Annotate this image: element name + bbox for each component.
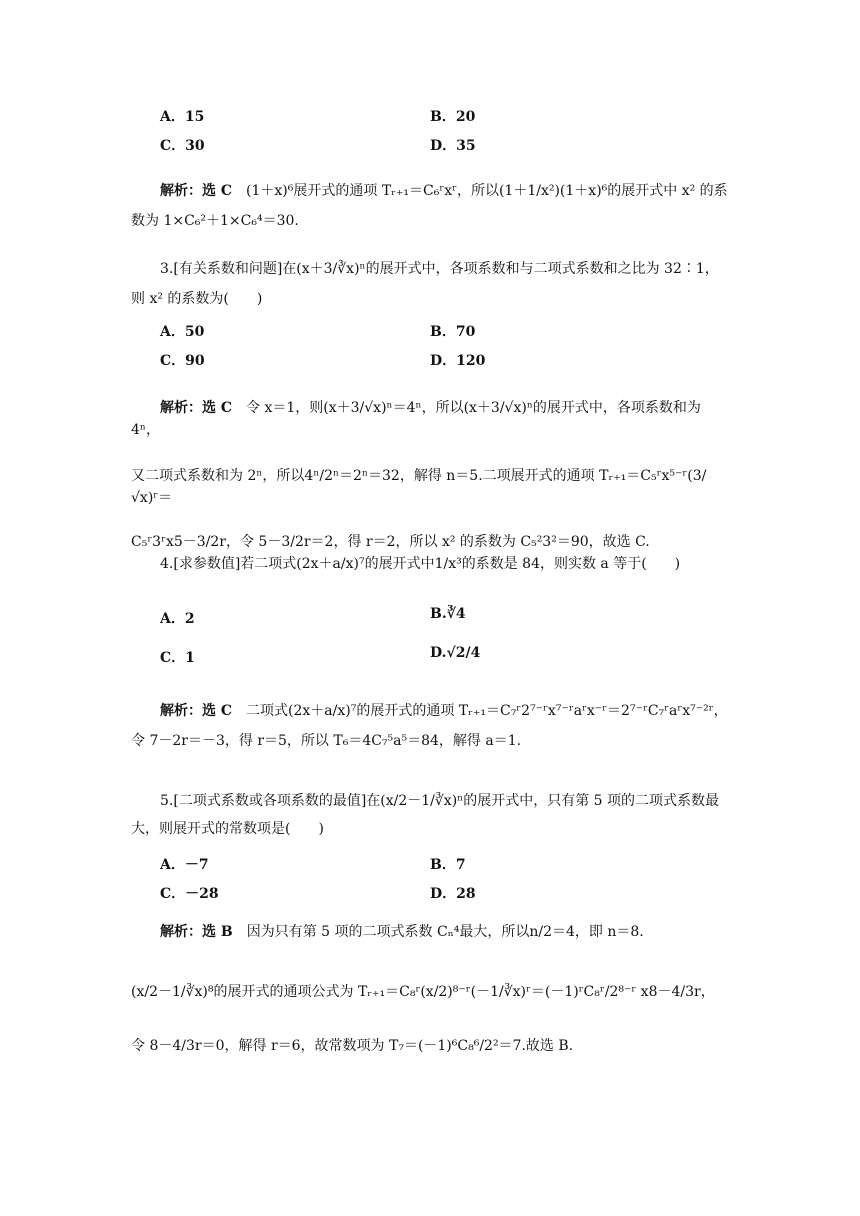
q3-option-a: A．50 [160,324,205,340]
q5-option-d: D．28 [430,886,476,902]
q3-title-line1: 3.[有关系数和问题]在(x＋3/∛x)ⁿ的展开式中，各项系数和与二项式系数和之比为 32∶1， [160,261,719,277]
q5-analysis-line1: 因为只有第 5 项的二项式系数 Cₙ⁴最大，所以n/2＝4，即 n＝8. [246,924,644,940]
q3-analysis-line2: 又二项式系数和为 2ⁿ，所以4ⁿ/2ⁿ＝2ⁿ＝32，解得 n＝5.二项展开式的通项 Tᵣ₊₁＝C₅ʳx⁵⁻ʳ(3/√x)ʳ＝ [131,468,707,506]
q5-title-line2: 大，则展开式的常数项是( ) [131,821,324,837]
q3-title-line2: 则 x² 的系数为( ) [131,291,263,307]
q4-analysis [131,700,731,752]
q4-analysis-line2: 令 7－2r＝－3，得 r＝5，所以 T₆＝4C₇⁵a⁵＝84，解得 a＝1. [131,733,522,749]
q4-analysis-label: 解析：选 C [160,703,233,719]
q2-option-a: A．15 [160,109,205,125]
q2-analysis-label: 解析：选 C [160,183,233,199]
q3-analysis-label: 解析：选 C [160,400,233,416]
q4-option-d: D.√2/4 [430,645,481,661]
q2-option-b: B．20 [430,109,476,125]
q5-analysis [131,921,731,1057]
q4-title-line1: 4.[求参数值]若二项式(2x＋a/x)⁷的展开式中1/x³的系数是 84，则实数 a 等于( ) [160,556,681,572]
q2-analysis-line2: 数为 1×C₆²＋1×C₆⁴＝30. [131,213,299,229]
q4-option-a: A．2 [160,611,195,627]
q2-option-d: D．35 [430,138,476,154]
q4-option-c: C．1 [160,650,195,666]
q5-question [131,790,731,840]
q5-option-a: A．－7 [160,857,209,873]
q2-option-c: C．30 [160,138,205,154]
q5-analysis-line3: 令 8－4/3r＝0，解得 r＝6，故常数项为 T₇＝(－1)⁶C₈⁶/2²＝7.故选 B. [131,1038,574,1054]
q4-option-b: B.∛4 [430,606,466,622]
q4-analysis-line1: 二项式(2x＋a/x)⁷的展开式的通项 Tᵣ₊₁＝C₇ʳ2⁷⁻ʳx⁷⁻ʳaʳx⁻ʳ＝2⁷⁻ʳC₇ʳaʳx⁷⁻²ʳ， [246,703,728,719]
q3-option-d: D．120 [430,353,486,369]
q3-analysis [131,397,731,553]
q3-analysis-line1: 令 x＝1，则(x＋3/√x)ⁿ＝4ⁿ，所以(x＋3/√x)ⁿ的展开式中，各项系数和为 4ⁿ， [131,400,701,438]
q3-question [131,258,731,310]
q5-option-c: C．－28 [160,886,219,902]
q2-analysis-line1: (1＋x)⁶展开式的通项 Tᵣ₊₁＝C₆ʳxʳ，所以(1＋1/x²)(1＋x)⁶的展开式中 x² 的系 [246,183,728,199]
q3-analysis-line3: C₅ʳ3ʳx5－3/2r，令 5－3/2r＝2，得 r＝2，所以 x² 的系数为 C₅²3²＝90，故选 C. [131,534,650,550]
q3-option-c: C．90 [160,353,205,369]
q5-option-b: B．7 [430,857,466,873]
q4-question [131,553,731,575]
q5-analysis-label: 解析：选 B [160,924,233,940]
q3-option-b: B．70 [430,324,476,340]
q5-analysis-line2: (x/2－1/∛x)⁸的展开式的通项公式为 Tᵣ₊₁＝C₈ʳ(x/2)⁸⁻ʳ(－1/∛x)ʳ＝(－1)ʳC₈ʳ/2⁸⁻ʳ x8－4/3r， [131,984,715,1000]
q2-analysis [131,180,731,232]
q5-title-line1: 5.[二项式系数或各项系数的最值]在(x/2－1/∛x)ⁿ的展开式中，只有第 5 项的二项式系数最 [160,793,720,809]
